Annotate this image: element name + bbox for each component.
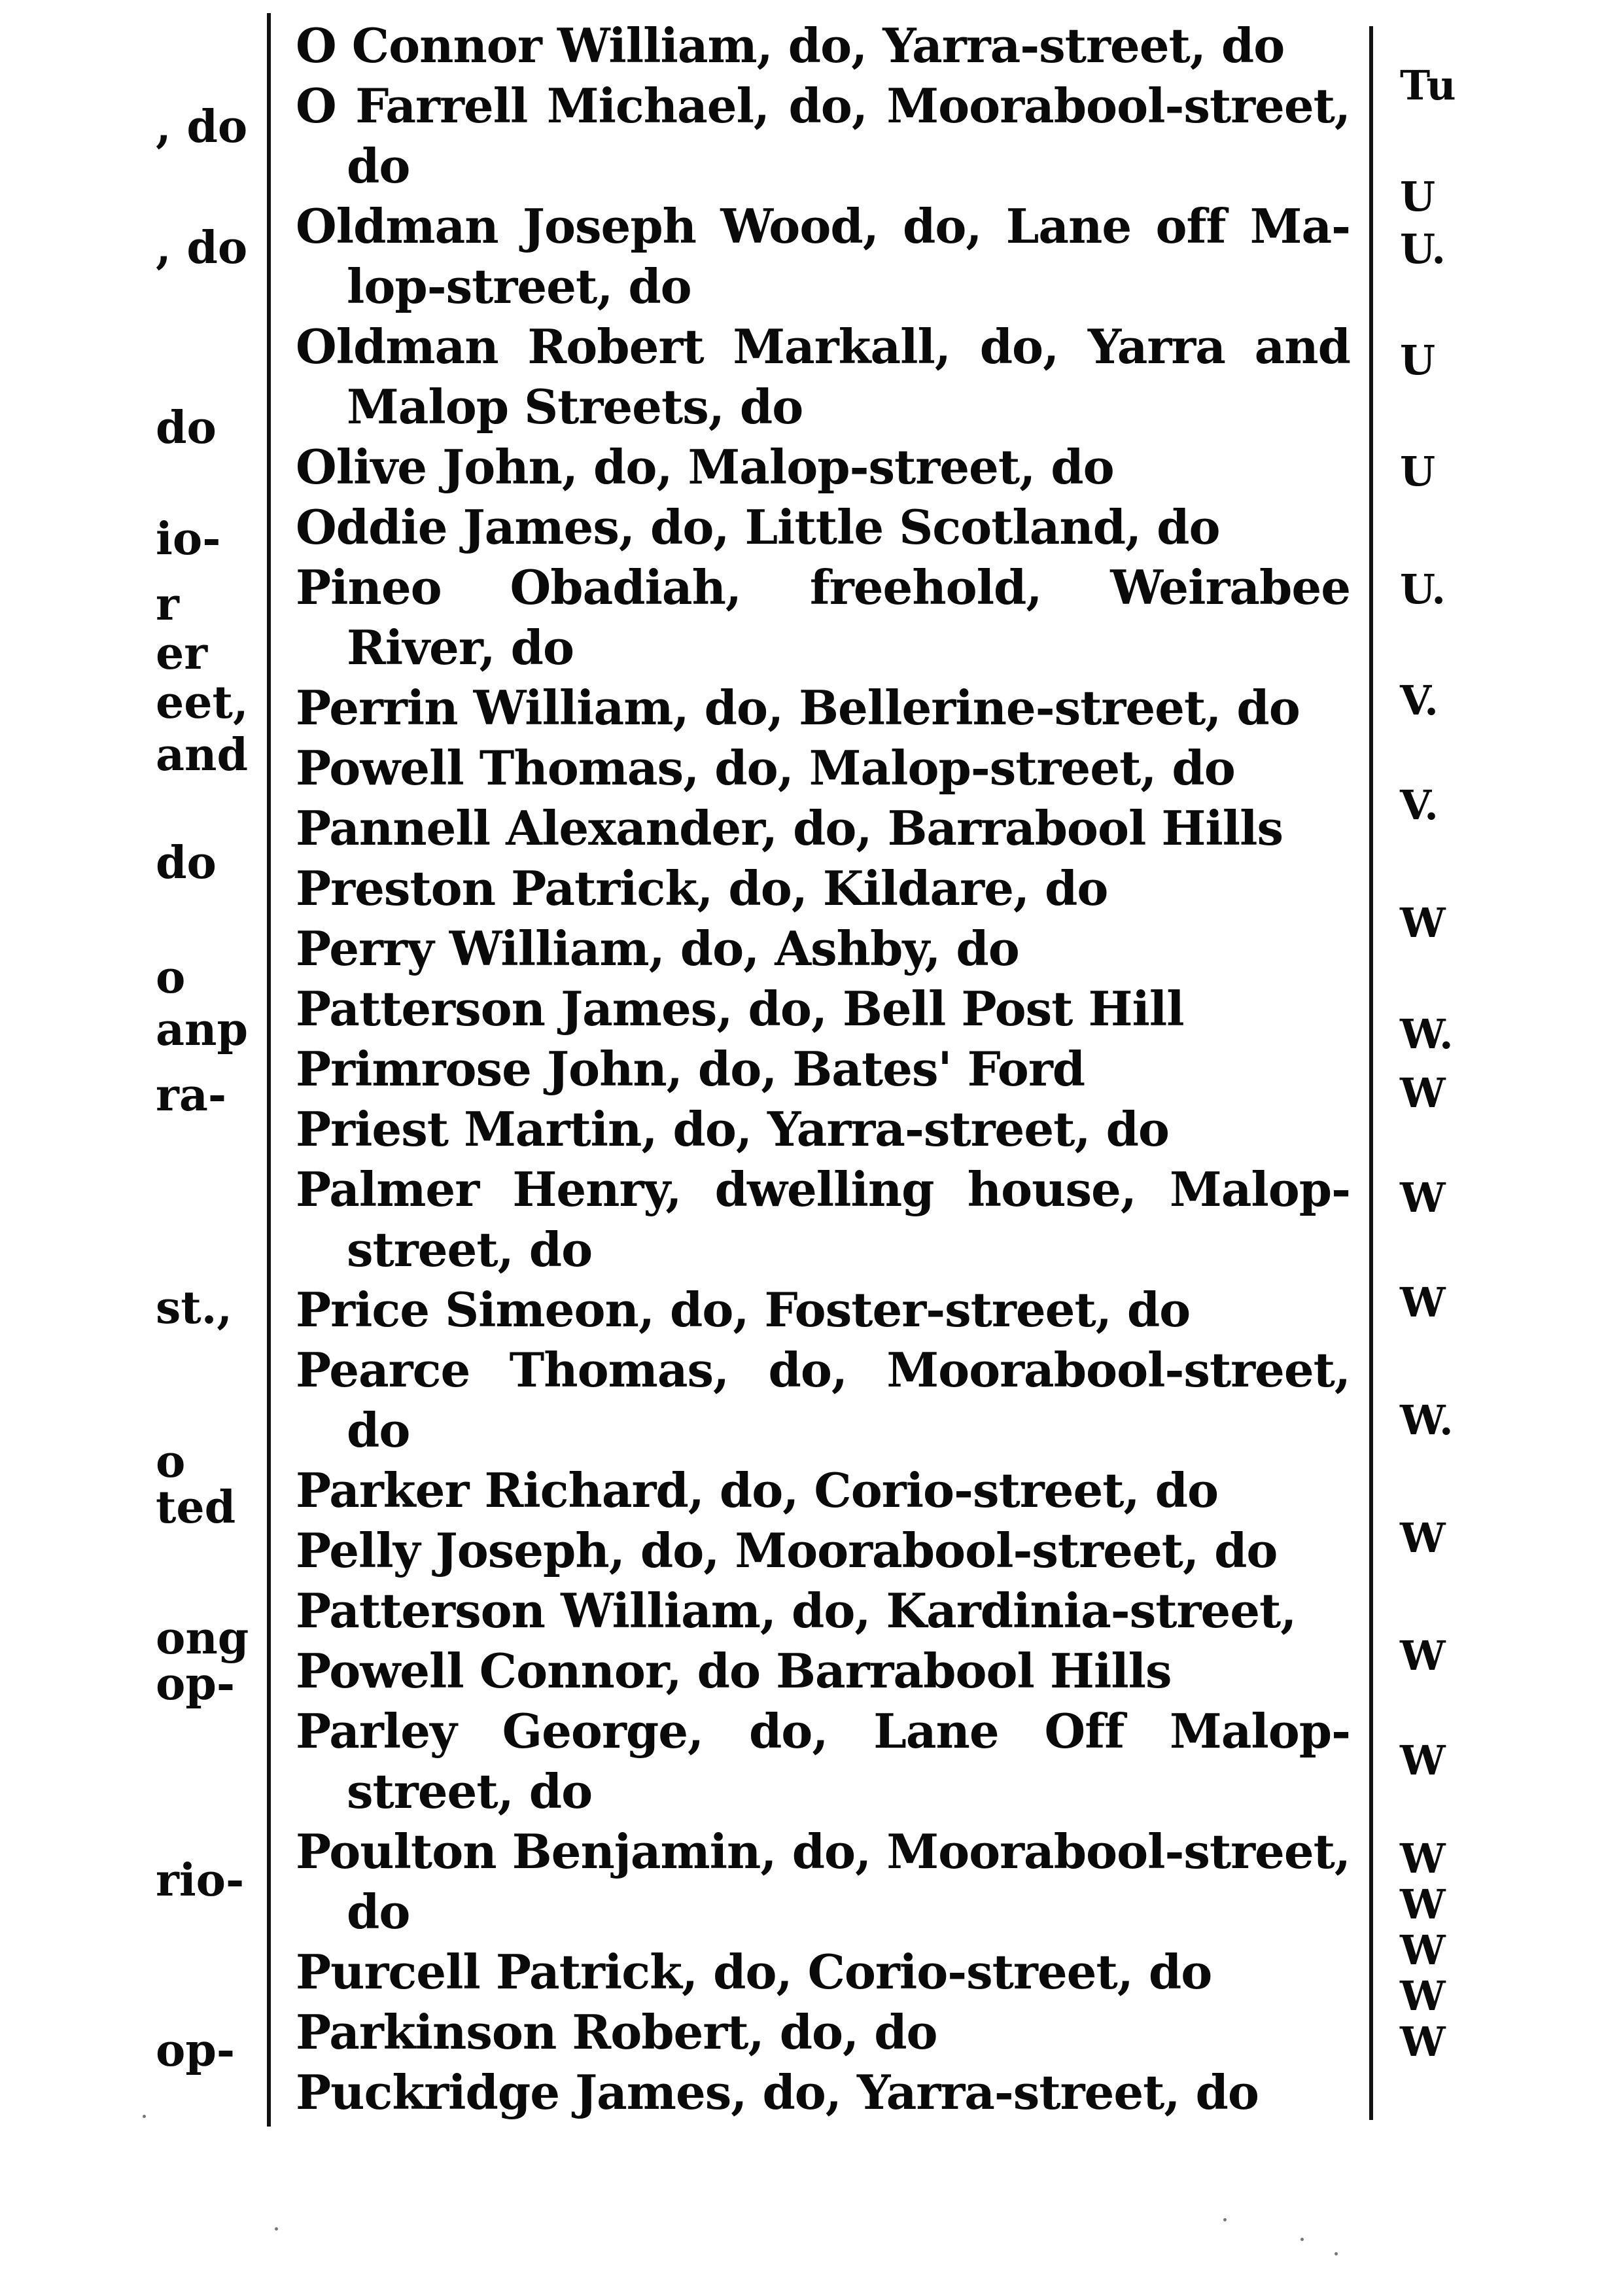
- right-column-fragment: W: [1400, 1069, 1446, 1117]
- left-column-fragment: op-: [156, 2024, 236, 2077]
- left-column-fragment: io-: [156, 513, 221, 565]
- entry-line: O Farrell Michael, do, Moorabool-street,: [296, 78, 1350, 133]
- entry-continuation-line: street, do: [347, 1763, 593, 1819]
- directory-entry: [296, 979, 1350, 1039]
- entry-line: Perry William, do, Ashby, do: [296, 921, 1019, 976]
- directory-entry: [296, 1701, 1350, 1822]
- directory-entry: [296, 858, 1350, 919]
- entry-continuation-line: do: [347, 1402, 410, 1458]
- entry-line: Poulton Benjamin, do, Moorabool-street,: [296, 1824, 1350, 1879]
- left-column-fragment: anp: [156, 1004, 249, 1056]
- entry-line: Pearce Thomas, do, Moorabool-street,: [296, 1342, 1350, 1398]
- entry-line: Patterson James, do, Bell Post Hill: [296, 981, 1184, 1036]
- left-column-fragment: ted: [156, 1481, 236, 1534]
- right-column-fragment: U: [1400, 173, 1436, 221]
- directory-entry: [296, 1099, 1350, 1159]
- left-column-fragment: er: [156, 627, 208, 680]
- directory-entry: [296, 1822, 1350, 1942]
- right-column-fragment: W: [1400, 2018, 1446, 2066]
- right-column-fragment: W: [1400, 1279, 1446, 1326]
- entry-continuation-line: lop-street, do: [347, 258, 691, 314]
- left-column-fragment: do: [156, 837, 217, 889]
- right-column-fragment: W: [1400, 1881, 1446, 1928]
- entry-continuation-line: do: [347, 1884, 410, 1939]
- directory-entry: [296, 1039, 1350, 1099]
- right-column-fragment: W.: [1400, 1010, 1454, 1058]
- left-column-fragment: ra-: [156, 1069, 227, 1122]
- entry-line: Powell Thomas, do, Malop-street, do: [296, 740, 1235, 796]
- entry-line: Parley George, do, Lane Off Malop-: [296, 1703, 1350, 1759]
- right-column-fragment: W: [1400, 1972, 1446, 2020]
- directory-entry: [296, 738, 1350, 798]
- directory-entry: [296, 1159, 1350, 1280]
- entry-line: Oldman Robert Markall, do, Yarra and: [296, 319, 1350, 374]
- right-column-fragment: W: [1400, 1174, 1446, 1222]
- left-column-fragment: rio-: [156, 1854, 245, 1907]
- entry-line: Pineo Obadiah, freehold, Weirabee: [296, 559, 1350, 615]
- entry-line: Preston Patrick, do, Kildare, do: [296, 860, 1108, 916]
- directory-entry: [296, 1460, 1350, 1521]
- entry-continuation-line: street, do: [347, 1222, 593, 1277]
- directory-entry: [296, 437, 1350, 497]
- entry-line: Price Simeon, do, Foster-street, do: [296, 1282, 1191, 1337]
- directory-entry: [296, 1521, 1350, 1581]
- left-column-fragment: , do: [156, 101, 248, 153]
- left-column-fragment: op-: [156, 1658, 236, 1710]
- right-column-fragment: W: [1400, 1632, 1446, 1680]
- entry-line: Powell Connor, do Barrabool Hills: [296, 1643, 1172, 1699]
- entry-line: Perrin William, do, Bellerine-street, do: [296, 680, 1300, 735]
- entry-continuation-line: River, do: [347, 620, 574, 675]
- directory-entry: [296, 16, 1350, 76]
- directory-entry: [296, 76, 1350, 196]
- directory-entry: [296, 1581, 1350, 1641]
- left-column-fragment: and: [156, 729, 249, 781]
- directory-entry: [296, 798, 1350, 858]
- right-column-fragment: V.: [1400, 677, 1439, 724]
- entry-line: Parkinson Robert, do, do: [296, 2004, 937, 2060]
- right-column-fragment: U.: [1400, 225, 1446, 273]
- left-column-fragment: o: [156, 1436, 186, 1488]
- right-column-fragment: W.: [1400, 1396, 1454, 1444]
- directory-entry: [296, 2002, 1350, 2062]
- directory-entry: [296, 497, 1350, 557]
- directory-entry: [296, 1641, 1350, 1701]
- left-column-fragment: r: [156, 578, 179, 631]
- directory-entry: [296, 317, 1350, 437]
- entry-line: Patterson William, do, Kardinia-street,: [296, 1583, 1297, 1638]
- left-column-fragment: eet,: [156, 677, 249, 729]
- entry-continuation-line: do: [347, 138, 410, 194]
- speckle: [1223, 2218, 1227, 2221]
- entry-line: Parker Richard, do, Corio-street, do: [296, 1462, 1219, 1518]
- entry-line: Olive John, do, Malop-street, do: [296, 439, 1114, 495]
- left-column-fragment: st.,: [156, 1282, 233, 1334]
- entry-line: Priest Martin, do, Yarra-street, do: [296, 1101, 1169, 1157]
- right-column-fragment: U.: [1400, 565, 1446, 613]
- speckle: [275, 2227, 278, 2231]
- directory-entry: [296, 1280, 1350, 1340]
- right-column-fragment: V.: [1400, 781, 1439, 829]
- directory-column: [296, 16, 1350, 2123]
- entry-line: Primrose John, do, Bates' Ford: [296, 1041, 1085, 1097]
- left-column-fragment: , do: [156, 222, 248, 274]
- right-column-fragment: U: [1400, 336, 1436, 384]
- entry-continuation-line: Malop Streets, do: [347, 379, 803, 434]
- speckle: [1300, 2238, 1304, 2241]
- entry-line: Puckridge James, do, Yarra-street, do: [296, 2064, 1259, 2120]
- entry-line: Pelly Joseph, do, Moorabool-street, do: [296, 1523, 1278, 1578]
- right-column-fragment: W: [1400, 899, 1446, 947]
- column-rule-left: [267, 13, 271, 2127]
- entry-line: Pannell Alexander, do, Barrabool Hills: [296, 800, 1283, 856]
- directory-entry: [296, 557, 1350, 678]
- column-rule-right: [1369, 26, 1373, 2120]
- directory-entry: [296, 2062, 1350, 2123]
- right-column-fragment: W: [1400, 1835, 1446, 1882]
- entry-line: Purcell Patrick, do, Corio-street, do: [296, 1944, 1212, 2000]
- directory-entry: [296, 919, 1350, 979]
- right-column-fragment: Tu: [1400, 62, 1456, 109]
- entry-line: Oldman Joseph Wood, do, Lane off Ma-: [296, 198, 1350, 254]
- directory-entry: [296, 196, 1350, 317]
- speckle: [143, 2115, 146, 2118]
- entry-line: Oddie James, do, Little Scotland, do: [296, 499, 1220, 555]
- left-column-fragment: o: [156, 951, 186, 1004]
- entry-line: O Connor William, do, Yarra-street, do: [296, 18, 1285, 73]
- directory-entry: [296, 1942, 1350, 2002]
- speckle: [1335, 2252, 1338, 2255]
- directory-entry: [296, 1340, 1350, 1460]
- right-column-fragment: W: [1400, 1514, 1446, 1562]
- right-column-fragment: W: [1400, 1737, 1446, 1784]
- left-column-fragment: ong: [156, 1612, 249, 1665]
- entry-line: Palmer Henry, dwelling house, Malop-: [296, 1161, 1350, 1217]
- right-column-fragment: U: [1400, 448, 1436, 495]
- left-column-fragment: do: [156, 402, 217, 454]
- directory-entry: [296, 678, 1350, 738]
- right-column-fragment: W: [1400, 1926, 1446, 1974]
